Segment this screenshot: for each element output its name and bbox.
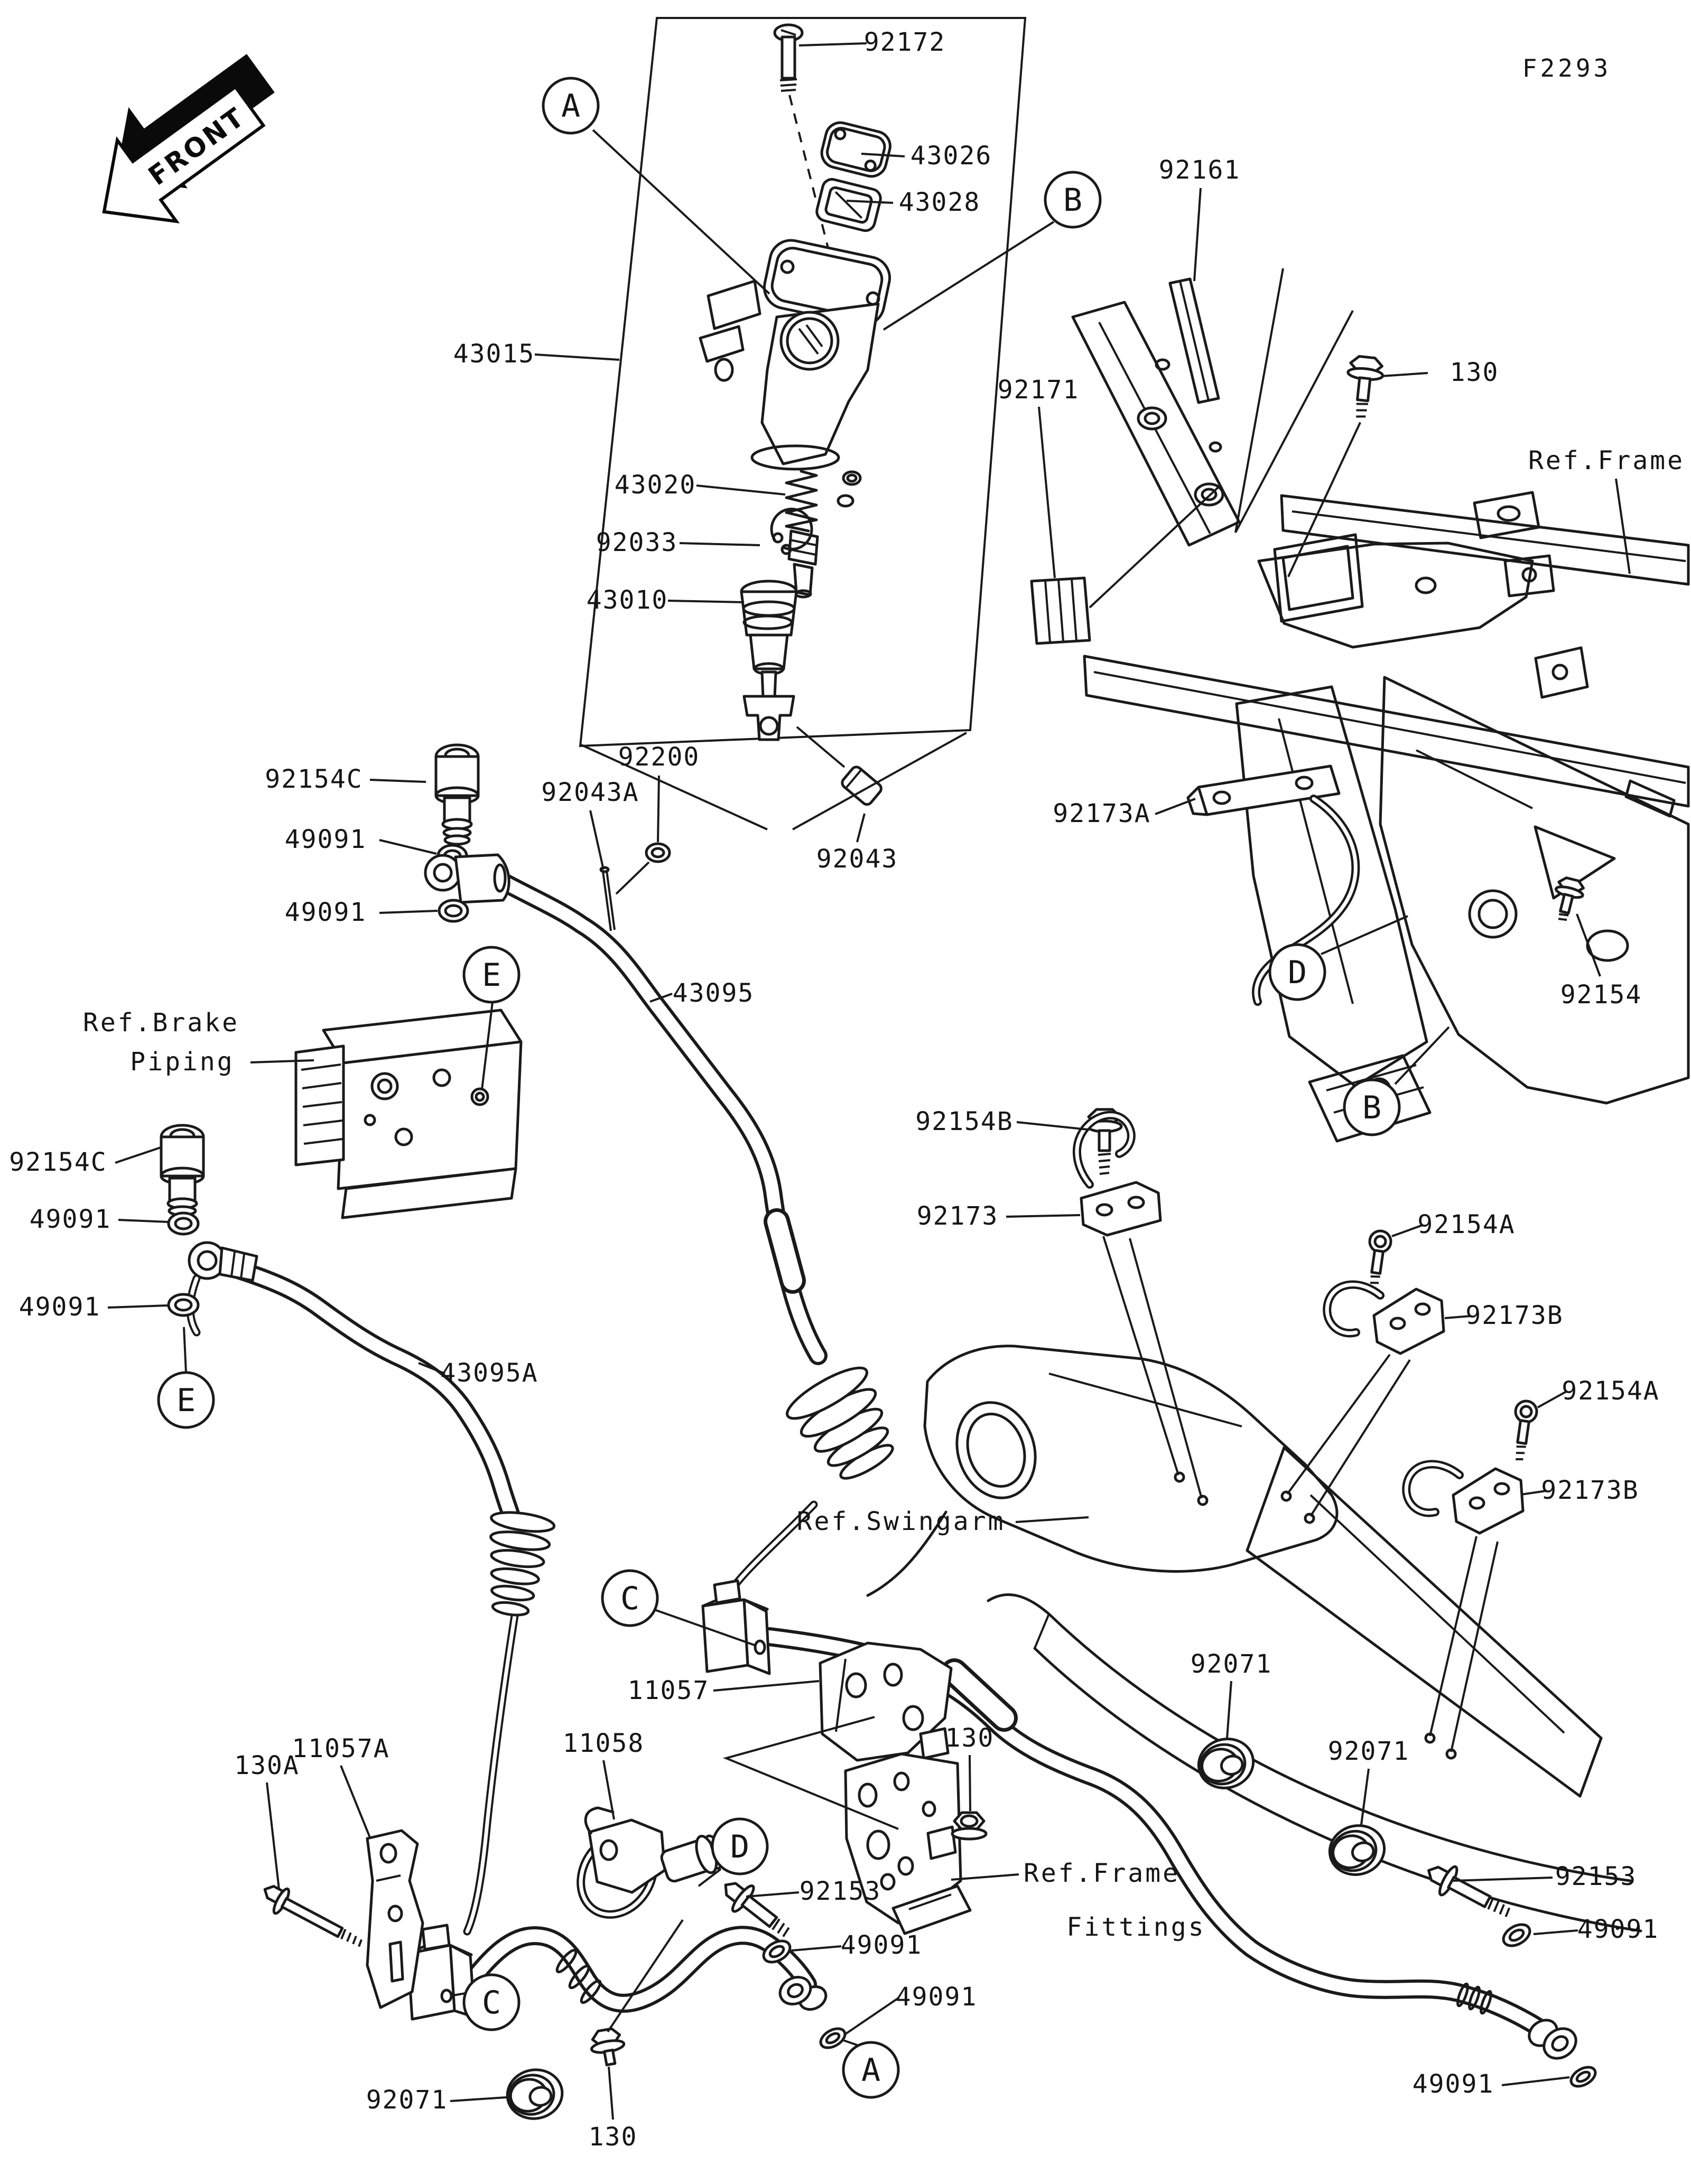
banjo-eye-43095a-part [220,1248,257,1281]
swingarm-drawing-part [1198,1496,1207,1505]
frame-drawing-part [1237,687,1427,1086]
leader-lines-part [1361,1769,1369,1825]
leader-lines-part [1453,1878,1553,1881]
callout-letter-A-bottom: A [861,2052,881,2089]
frame-drawing-part [1553,665,1567,679]
leader-lines-part [884,222,1054,330]
hose-boot-43095 [782,1359,910,1492]
part-label-92154C-top: 92154C [265,764,363,794]
leader-lines-part [535,354,619,360]
pushrod-boot-43010 [741,581,796,740]
part-label-92154C-bottom: 92154C [9,1147,107,1177]
front-arrow-label: FRONT [143,101,252,192]
washer-49091-3-part [169,1213,198,1234]
leader-lines-part [1006,1215,1080,1217]
part-label-92154: 92154 [1560,980,1642,1010]
bracket-11057-part [921,1729,948,1758]
washer-49091-8 [1568,2064,1599,2090]
part-label-49091-1: 49091 [284,825,367,854]
leader-lines-part [616,862,649,894]
bracket-92173a-part [1198,766,1339,815]
leader-lines-part [680,543,760,545]
brake-hose-43095-part [502,881,818,1356]
part-label-92154A-2: 92154A [1562,1376,1660,1406]
callout-D-top [1270,945,1325,1000]
callout-B-bottom [1344,1080,1399,1135]
frame-drawing-part [1536,648,1587,697]
clamp-92173-part [1081,1182,1160,1235]
callout-letter-B-bottom: B [1362,1089,1382,1126]
part-label-49091-8: 49091 [1412,2069,1494,2099]
callout-D-bottom [712,1819,767,1874]
callout-letter-C-top: C [620,1580,640,1617]
callout-letter-A-top: A [561,88,581,125]
screw-92154a-1-part [1370,1282,1379,1284]
ref-frame-label [1528,446,1685,475]
bolt-130-bottom-part [605,2050,615,2065]
leader-lines-part [696,486,785,494]
leader-lines-part [1130,1238,1202,1498]
hose-boot-43095a-part [492,1601,529,1617]
callout-E-bottom [159,1373,213,1427]
part-label-49091-2: 49091 [284,898,367,927]
leader-lines-part [379,840,436,854]
callout-E-top [464,947,519,1002]
reservoir-cap-43026-part [819,119,893,179]
swingarm-drawing-part [945,1392,1047,1508]
bolt-130-bottom [589,2027,627,2067]
frame-drawing-part [1416,750,1532,808]
frame-drawing-part [1235,311,1353,533]
master-cylinder-43015-part [708,281,760,329]
frame-fittings-plate-part [928,1827,955,1859]
screw-92154a-1-part [1371,1275,1380,1277]
clamp-92173b-2-part [1406,1464,1460,1513]
washer-92200 [646,844,670,862]
leader-lines-part [341,1766,370,1837]
part-label-92033: 92033 [596,528,678,557]
screw-92154a-2-part [1518,1421,1529,1444]
bolt-92172-part [781,90,796,91]
screw-92154a-2-part [1516,1458,1523,1460]
screw-92154-part [1558,918,1567,921]
callout-B-top [1045,172,1100,227]
part-label-49091-7: 49091 [895,1982,978,2012]
bolt-130a-part [352,1936,357,1944]
leader-lines-part [799,43,867,45]
hose-eye-left [775,1972,830,2014]
leader-lines-part [1194,188,1201,281]
banjo-bolt-92154c-top-part [445,836,469,844]
bolt-130-top-part [1356,403,1368,405]
pin-92043a [601,867,615,931]
leader-lines-part [450,2097,506,2101]
master-cylinder-43015-part [838,496,853,506]
leader-lines-part [1577,914,1600,976]
leader-lines-part [793,733,967,829]
leader-lines-part [1017,1122,1088,1130]
connector-92171-part [1090,485,1221,608]
washer-49091-6-part [1500,1920,1534,1950]
leader-lines-part [1451,1542,1498,1752]
brake-hose-43095a-part [226,1266,512,1517]
leader-lines-part [797,727,844,767]
bolt-130-top-part [1358,378,1370,401]
banjo-eye-43095a [189,1243,257,1332]
washer-49091-4 [169,1294,198,1315]
frame-fittings-plate [846,1754,970,1934]
part-label-11057A: 11057A [292,1734,390,1763]
part-label-92173B-2: 92173B [1541,1476,1639,1505]
ref-swingarm-label-part: Ref.Swingarm [796,1507,1006,1536]
screw-92154-part [1560,894,1573,913]
part-label-130A: 130A [234,1751,300,1780]
bolt-92153-mid-part [742,1896,777,1927]
banjo-bolt-92154c-bottom [161,1125,203,1215]
grommet-92071-3 [504,2066,566,2123]
leader-lines-part [590,810,603,870]
leader-lines-part [746,1892,799,1897]
brake-hose-43095a-part [467,1612,515,1931]
bolt-92154b-part [1099,1166,1110,1168]
bolt-92153-right-part [1505,1908,1510,1917]
banjo-bolt-92154c-bottom-part [170,1178,195,1200]
swingarm-drawing-part [1175,1473,1184,1481]
bracket-11057a [367,1831,423,2008]
callout-A-bottom [843,2042,898,2097]
frame-drawing-part [1094,672,1686,783]
callout-letter-E-top: E [481,957,501,994]
washer-49091-3 [169,1213,198,1234]
screw-92154 [1549,876,1586,923]
leader-lines-part [370,780,426,782]
master-cylinder-43015-part [781,312,838,369]
hose-boot-43095a [478,1509,555,1619]
leader-lines-part [792,1946,841,1950]
hose-sleeve [554,1221,1493,2014]
part-label-92161: 92161 [1158,155,1241,185]
clamp-92173 [1077,1115,1160,1235]
leader-lines-part [118,1220,168,1222]
screw-92154a-2 [1509,1399,1538,1461]
bolt-92154b-part [1099,1131,1110,1151]
washer-49091-4-part [169,1294,198,1315]
frame-drawing [1073,268,1688,1141]
hose-boot-43095a-part [490,1566,540,1586]
banjo-eye-43095-part [456,855,509,902]
leader-lines-part [184,1327,186,1373]
frame-drawing-part [1474,492,1539,538]
part-label-92154A-1: 92154A [1417,1210,1516,1239]
part-label-43095A: 43095A [440,1358,538,1388]
pushrod-boot-43010-part [762,672,776,697]
bolt-92154b-part [1098,1154,1111,1155]
part-label-92153-mid: 92153 [799,1877,881,1906]
ref-frame-fittings-label-part: Fittings [1066,1912,1206,1942]
part-label-49091-4: 49091 [18,1292,101,1322]
master-cylinder-43015 [700,237,894,506]
connector-92171 [1032,485,1221,643]
leader-lines-part [846,1998,898,2034]
washer-49091-2-part [439,900,468,921]
part-label-130-mid: 130 [945,1723,995,1753]
clamp-92173b-1 [1327,1285,1444,1354]
callout-letter-C-bottom: C [481,1984,501,2021]
part-label-11057: 11057 [627,1676,710,1705]
leader-lines-part [267,1782,279,1889]
screw-92154a-1-part [1372,1250,1383,1274]
leader-lines-part [1430,1536,1476,1736]
part-label-92173: 92173 [916,1201,999,1231]
frame-drawing-part [1210,443,1221,451]
junction-block-top [703,1581,769,1674]
swingarm-drawing-part [1035,1614,1049,1648]
spring-43020-part [786,471,816,531]
ref-brake-piping-label-part: Ref.Brake [82,1008,240,1038]
leader-lines-part [1534,1930,1578,1934]
bolt-130a-part [346,1933,351,1942]
part-label-49091-6: 49091 [1577,1915,1659,1944]
leader-lines-part [668,601,744,602]
swingarm-drawing-part [988,1594,1049,1614]
washer-49091-8-part [1568,2064,1599,2090]
ref-swingarm-label [797,1507,1006,1536]
leader-lines-part [843,2040,859,2046]
screw-92154a-2-part [1516,1452,1525,1454]
washer-92200-part [646,844,670,862]
circlip-92033-part [774,534,782,542]
grommet-92071-2 [1324,1819,1390,1881]
ref-frame-fittings-label [1024,1859,1206,1942]
part-label-92043: 92043 [816,844,898,874]
part-label-92071-1: 92071 [1190,1649,1272,1679]
frame-drawing-part [1498,507,1519,520]
part-label-130-bottom: 130 [588,2122,638,2152]
leader-lines-part [1311,1360,1410,1516]
frame-drawing-part [1416,578,1435,593]
swingarm-drawing-part [1049,1374,1242,1426]
bolt-92153-mid-part [782,1928,789,1937]
brake-hose-43095-part [502,881,818,1356]
junction-block-top-part [714,1581,740,1603]
part-label-49091-3: 49091 [29,1205,112,1234]
callout-letter-D-bottom: D [730,1828,750,1865]
brake-hose-43095a-part [226,1266,512,1517]
leader-lines-part [1616,479,1630,574]
rear-brake-hose-left [470,1935,807,2003]
junction-block-bottom-part [423,1925,449,1949]
bolt-130a [257,1880,367,1956]
hose-boot-43095a-part [490,1509,555,1535]
part-label-92171: 92171 [997,375,1080,405]
bolt-130-top-part [1356,409,1367,412]
callout-letter-D-top: D [1287,954,1307,991]
callout-C-top [602,1571,657,1626]
part-label-43015: 43015 [453,339,535,369]
part-label-92173B-1: 92173B [1465,1301,1564,1330]
swingarm-drawing-part [1305,1514,1314,1523]
clamp-92173b-1-part [1327,1285,1380,1333]
frame-drawing-part [1470,891,1516,937]
bolt-92153-right [1421,1856,1516,1927]
part-label-92153-right: 92153 [1555,1862,1637,1891]
bolt-92172-part [782,37,795,78]
part-label-11058: 11058 [562,1729,645,1758]
spring-43020-part [789,531,817,564]
leader-lines-part [593,130,769,294]
part-label-92043A: 92043A [541,778,639,807]
grommet-92071-1 [1193,1733,1259,1794]
leader-lines-part [1016,1517,1089,1522]
abs-module-drawing-part [338,1042,521,1189]
leader-lines-part [108,1305,168,1308]
screw-92154a-1 [1363,1229,1392,1291]
hose-boot-43095a-part [491,1584,535,1602]
bolt-92172-part [781,85,796,86]
screw-92154a-2-part [1517,1445,1526,1448]
part-label-130-top: 130 [1450,358,1499,387]
spring-43020 [786,471,817,597]
leader-lines-part [115,1147,161,1163]
leader-lines-part [857,814,865,842]
rear-brake-hose-left-part [470,1935,807,2003]
banjo-eye-43095 [425,855,509,902]
bolt-92154b-part [1099,1160,1110,1161]
pin-92043a-part [601,867,608,872]
swingarm-drawing-part [925,1346,1337,1572]
leader-lines-part [1502,2077,1569,2085]
frame-drawing-part [1281,496,1688,584]
bolt-92172-part [780,79,797,80]
bolt-92153-right-part [1493,1901,1500,1911]
diaphragm-43028 [815,178,882,233]
frame-drawing-part [1283,546,1353,610]
part-label-92071-3: 92071 [366,2085,448,2115]
part-label-43095: 43095 [672,978,755,1008]
washer-49091-2 [439,900,468,921]
part-label-43026: 43026 [910,141,992,171]
washer-49091-6 [1500,1920,1534,1950]
bolt-130-top-part [1356,416,1365,418]
nut-130-mid-part [952,1828,986,1839]
reservoir-cap-43026 [819,119,893,179]
frame-drawing-part [1138,408,1166,429]
nut-130-mid [952,1813,986,1839]
front-direction-arrow [63,33,302,253]
leader-lines-part [1039,407,1055,578]
leader-lines-part [713,1681,819,1691]
callout-letter-E-bottom: E [176,1382,196,1419]
ref-brake-piping-label-part: Piping [130,1047,235,1077]
leader-lines-part [1381,373,1428,376]
part-label-43010: 43010 [586,585,668,615]
bolt-130a-part [282,1898,342,1936]
part-label-43028: 43028 [898,188,981,217]
leader-lines-part [1155,799,1195,814]
ref-frame-label-part: Ref.Frame [1528,446,1685,475]
callout-A-top [543,78,598,133]
clamp-11058 [566,1808,668,1928]
leader-lines-part [609,2067,613,2120]
part-label-92172: 92172 [863,27,946,57]
bolt-130a-part [358,1939,362,1946]
part-label-49091-5: 49091 [840,1930,923,1960]
ref-frame-fittings-label-part: Ref.Frame [1023,1859,1181,1888]
frame-drawing-part [1235,268,1283,533]
bracket-11057 [820,1643,951,1760]
bolt-92153-right-part [1499,1905,1505,1915]
master-cylinder-43015-part [700,326,743,361]
leader-lines-part [658,776,659,842]
part-label-92071-2: 92071 [1327,1737,1410,1766]
callout-C-bottom [464,1975,519,2030]
part-label-92200: 92200 [618,742,700,772]
clamp-92173b-2-part [1453,1469,1523,1533]
part-label-92154B: 92154B [915,1107,1014,1136]
washer-49091-7 [817,2025,848,2052]
bolt-92153-mid-part [777,1924,785,1934]
figure-code: F2293 [1522,54,1612,82]
clamp-92173b-1-part [1374,1289,1444,1354]
clamp-92173b-2 [1406,1464,1523,1533]
leader-lines-part [1227,1681,1231,1738]
part-label-43020: 43020 [614,470,696,500]
ref-brake-piping-label [83,1008,239,1077]
part-label-92173A: 92173A [1053,799,1151,828]
leader-lines-part [379,911,438,913]
swingarm-drawing-part [1311,1495,1564,1733]
master-cylinder-43015-part [716,359,732,380]
banjo-bolt-92154c-top [436,745,478,844]
callout-letter-B-top: B [1063,182,1083,219]
bolt-92154b-part [1100,1173,1109,1174]
washer-49091-7-part [817,2025,848,2052]
